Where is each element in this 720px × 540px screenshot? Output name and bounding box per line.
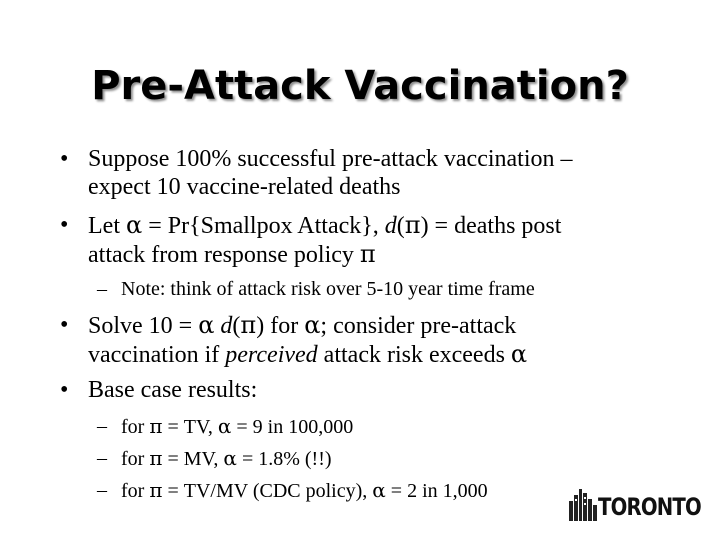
slide-title: Pre-Attack Vaccination? [91, 63, 629, 109]
result-item-mv [97, 446, 697, 471]
text-segment: ( [396, 213, 405, 239]
text-segment: ( [232, 313, 241, 339]
pi-symbol: π [359, 240, 376, 268]
bullet-solve [60, 311, 710, 369]
bullet-base-case [60, 376, 710, 404]
note-text: Note: think of attack risk over 5-10 year time frame [121, 278, 535, 300]
text-segment: = TV/MV (CDC policy), [162, 480, 373, 502]
alpha-symbol: α [125, 211, 143, 239]
alpha-symbol: α [304, 311, 321, 339]
text-segment: = 2 in 1,000 [385, 480, 488, 502]
alpha-symbol: α [217, 414, 232, 438]
alpha-symbol: α [372, 478, 386, 502]
alpha-symbol: α [223, 446, 237, 470]
text-segment: = 9 in 100,000 [231, 416, 354, 438]
sub-bullet-marker: – [97, 479, 107, 501]
emphasis-perceived: perceived [225, 342, 318, 368]
pi-symbol: π [149, 414, 163, 438]
bullet-text [88, 145, 710, 201]
text-segment: for [121, 416, 150, 438]
sub-bullet-note [97, 277, 697, 301]
toronto-logo [568, 487, 701, 523]
sub-bullet-marker: – [97, 415, 107, 437]
text-segment: = MV, [162, 448, 224, 470]
alpha-symbol: α [198, 311, 215, 339]
sub-bullet-marker: – [97, 447, 107, 469]
text-segment: attack from response policy [88, 242, 360, 268]
pi-symbol: π [404, 211, 421, 239]
text-segment: Let [88, 213, 126, 239]
text-segment: ; consider pre-attack [320, 313, 517, 339]
bullet-let-alpha [60, 211, 710, 269]
bullet-text [88, 211, 710, 269]
bullet-text [88, 311, 710, 369]
text-segment: Solve 10 = [88, 313, 199, 339]
d-symbol: d [220, 313, 233, 339]
text-segment: for [121, 448, 150, 470]
text-segment: = 1.8% (!!) [236, 448, 332, 470]
sub-bullet-marker: – [97, 278, 107, 300]
bullet-marker: • [60, 377, 69, 403]
text-segment: vaccination if [88, 342, 226, 368]
bullet-text-line1: Suppose 100% successful pre-attack vaccination – [88, 146, 573, 172]
result-text [121, 414, 697, 439]
bullet-text-line2: expect 10 vaccine-related deaths [88, 174, 401, 200]
result-item-tv [97, 414, 697, 439]
text-segment: = TV, [162, 416, 218, 438]
bullet-text: Base case results: [88, 377, 258, 403]
text-segment: = Pr{Smallpox Attack}, [142, 213, 385, 239]
bullet-marker: • [60, 312, 69, 338]
alpha-symbol: α [510, 340, 528, 368]
d-symbol: d [384, 213, 397, 239]
text-segment: for [121, 480, 150, 502]
bullet-marker: • [60, 146, 69, 172]
bullet-vaccination [60, 145, 710, 201]
logo-wordmark: TORONTO [598, 493, 701, 521]
text-segment: ) for [256, 313, 305, 339]
city-skyline-icon [568, 487, 598, 521]
pi-symbol: π [149, 446, 163, 470]
bullet-marker: • [60, 212, 69, 238]
pi-symbol: π [240, 311, 257, 339]
result-text [121, 446, 697, 471]
text-segment: attack risk exceeds [317, 342, 511, 368]
text-segment: ) = deaths post [420, 213, 562, 239]
pi-symbol: π [149, 478, 163, 502]
